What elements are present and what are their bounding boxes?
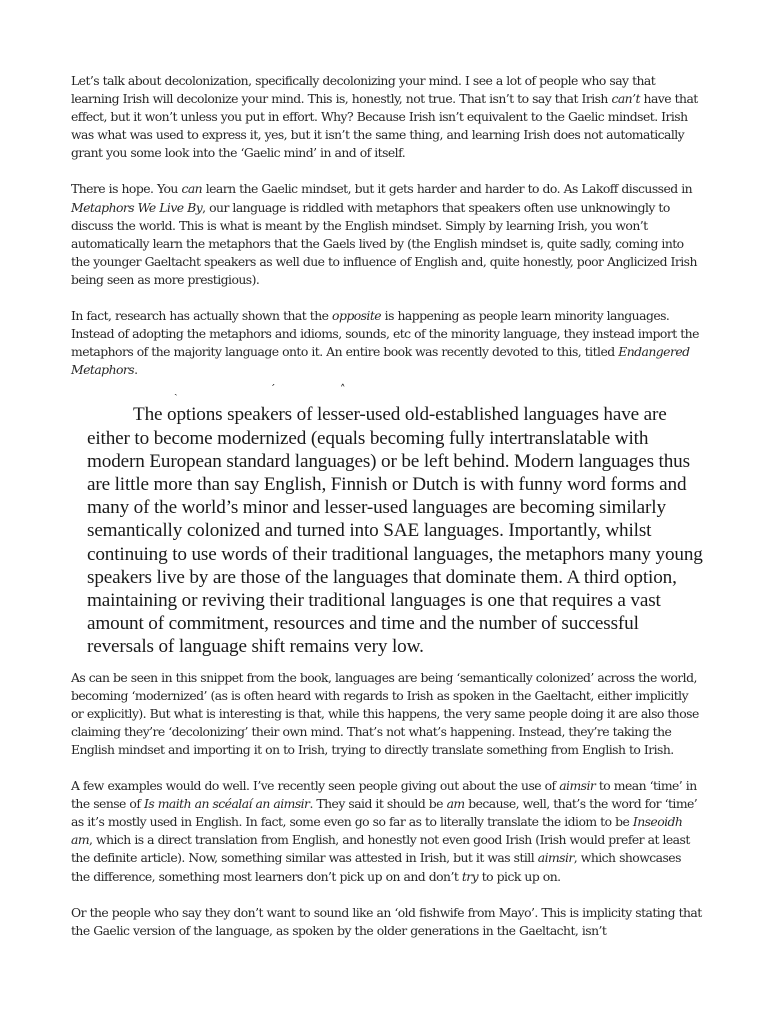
book-snippet-quote: The options speakers of lesser-used old-established languages have are either to become modernized (equals becoming fully intertranslatable with modern European standard languages) or be left behind. Modern languages thus are little more than say English, Finnish or Dutch is with funny word forms and many of the world’s minor and lesser-used languages are becoming similarly semantically colonized and turned into SAE languages. Importantly, whilst continuing to use words of their traditional languages, the metaphors many young speakers live by are those of the languages that dominate them. A third option, maintaining or reviving their traditional languages is one that requires a vast amount of commitment, resources and time and the number of successful reversals of language shift remains very low.	[87, 404, 703, 658]
book-snippet-image	[71, 383, 703, 658]
document-page	[71, 72, 703, 958]
paragraph-1: Let’s talk about decolonization, specifically decolonizing your mind. I see a lot of people who say that learning Irish will decolonize your mind. This is, honestly, not true. That isn’t to say that Irish can’t have that effect, but it won’t unless you put in effort. Why? Because Irish isn’t equivalent to the Gaelic mindset. Irish was what was used to express it, yes, but it isn’t the same thing, and learning Irish does not automatically grant you some look into the ‘Gaelic mind’ in and of itself.	[71, 73, 698, 161]
paragraph-6: Or the people who say they don’t want to sound like an ‘old fishwife from Mayo’. This is implicity stating that the Gaelic version of the language, as spoken by the older generations in the Gaeltacht, isn’t	[71, 904, 702, 938]
paragraph-3: In fact, research has actually shown that the opposite is happening as people learn minority languages. Instead of adopting the metaphors and idioms, sounds, etc of the minority language, they instead import the metaphors of the majority language onto it. An entire book was recently devoted to this, titled Endangered Metaphors.	[71, 308, 699, 378]
paragraph-5: A few examples would do well. I’ve recently seen people giving out about the use of aimsir to mean ‘time’ in the sense of Is maith an scéalaí an aimsir. They said it should be am because, well, that’s the word for ‘time’ as it’s mostly used in English. In fact, some even go so far as to literally translate the idiom to be Inseoidh am, which is a direct translation from English, and honestly not even good Irish (Irish would prefer at least the definite article). Now, something similar was attested in Irish, but it was still aimsir, which showcases the difference, something most learners don’t pick up on and don’t try to pick up on.	[71, 778, 698, 884]
paragraph-4: As can be seen in this snippet from the book, languages are being ‘semantically colonized’ across the world, becoming ‘modernized’ (as is often heard with regards to Irish as spoken in the Gaeltacht, either implicitly or explicitly). But what is interesting is that, while this happens, the very same people doing it are also those claiming they’re ‘decolonizing’ their own mind. That’s not what’s happening. Instead, they’re taking the English mindset and importing it on to Irish, trying to directly translate something from English to Irish.	[71, 669, 699, 758]
cropped-text-fragments: ˏ ˊ ˄	[174, 383, 346, 397]
paragraph-2: There is hope. You can learn the Gaelic mindset, but it gets harder and harder to do. As Lakoff discussed in Metaphors We Live By, our language is riddled with metaphors that speakers often use unknowingly to discuss the world. This is what is meant by the English mindset. Simply by learning Irish, you won’t automatically learn the metaphors that the Gaels lived by (the English mindset is, quite sadly, coming into the younger Gaeltacht speakers as well due to influence of English and, quite honestly, poor Anglicized Irish being seen as more prestigious).	[71, 181, 697, 287]
